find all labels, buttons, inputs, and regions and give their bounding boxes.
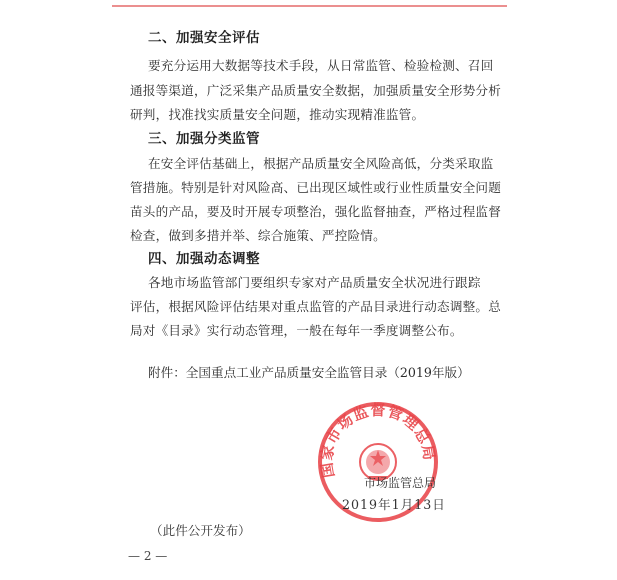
section-2-line-2: 通报等渠道，广泛采集产品质量安全数据，加强质量安全形势分析 <box>130 83 502 98</box>
section-4-line-3: 局对《目录》实行动态管理，一般在每年一季度调整公布。 <box>130 323 463 338</box>
section-4-line-2: 评估，根据风险评估结果对重点监管的产品目录进行动态调整。总 <box>130 299 502 314</box>
top-divider <box>112 0 507 7</box>
section-3-line-4: 检查，做到多措并举、综合施策、严控险情。 <box>130 228 386 243</box>
release-note: （此件公开发布） <box>150 523 251 538</box>
attachment-note: 附件：全国重点工业产品质量安全监管目录（2019年版） <box>148 365 470 380</box>
section-3-line-2: 管措施。特别是针对风险高、已出现区域性或行业性质量安全问题 <box>130 180 502 195</box>
issue-date: 2019年1月13日 <box>342 497 446 512</box>
section-2-line-1: 要充分运用大数据等技术手段，从日常监管、检验检测、召回 <box>148 58 494 73</box>
seal-text: 国家市场监督管理总局 <box>317 401 439 480</box>
section-3-line-1: 在安全评估基础上，根据产品质量安全风险高低，分类采取监 <box>148 156 494 171</box>
page-number: — 2 — <box>128 549 168 563</box>
section-4-line-1: 各地市场监管部门要组织专家对产品质量安全状况进行跟踪 <box>148 275 481 290</box>
section-heading-2: 二、加强安全评估 <box>148 30 260 46</box>
section-heading-4: 四、加强动态调整 <box>148 251 260 267</box>
section-heading-3: 三、加强分类监管 <box>148 131 260 147</box>
section-2-line-3: 研判，找准找实质量安全问题，推动实现精准监管。 <box>130 107 425 122</box>
section-3-line-3: 苗头的产品，要及时开展专项整治，强化监督抽查，严格过程监督 <box>130 204 502 219</box>
signing-authority: 市场监管总局 <box>364 476 437 490</box>
